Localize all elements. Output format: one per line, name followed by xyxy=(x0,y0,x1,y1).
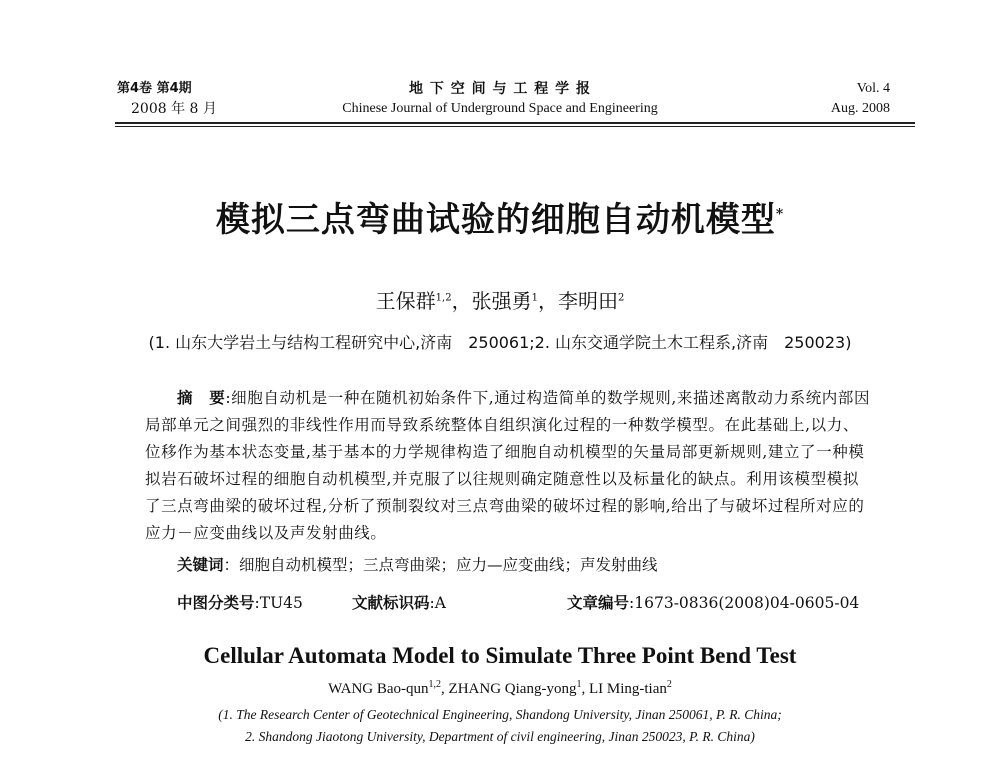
author-separator-en: , xyxy=(441,681,449,697)
volume-en: Vol. 4 xyxy=(856,81,890,96)
authors-en xyxy=(0,679,1000,698)
author-3-affil-mark: 2 xyxy=(617,292,625,304)
doc-code-value: A xyxy=(434,594,446,612)
doc-code-label: 文献标识码 xyxy=(352,594,430,612)
paper-title-cn-text: 模拟三点弯曲试验的细胞自动机模型 xyxy=(215,200,776,240)
author-separator: ， xyxy=(451,289,472,313)
author-1-affil-mark: 1,2 xyxy=(435,292,452,304)
affiliation-cn: (1. 山东大学岩土与结构工程研究中心,济南 250061;2. 山东交通学院土木工程系,济南 250023) xyxy=(148,333,852,352)
author-separator-en: , xyxy=(581,681,589,697)
classification-line: 中图分类号:TU45 文献标识码:A 文章编号:1673-0836(2008)04-0605-04 xyxy=(177,594,860,612)
author-2-en: ZHANG Qiang-yong xyxy=(448,681,577,697)
clc-value: TU45 xyxy=(259,594,303,612)
abstract-cn: 摘 要:细胞自动机是一种在随机初始条件下,通过构造简单的数学规则,来描述离散动力系统内部因局部单元之间强烈的非线性作用而导致系统整体自组织演化过程的一种数学模型。在此基础上,以力、位移作为基本状态变量,基于基本的力学规律构造了细胞自动机模型的矢量局部更新规则,建立了一种模拟岩石破坏过程的细胞自动机模型,并克服了以往规则确定随意性以及标量化的缺点。利用该模型模拟了三点弯曲梁的破坏过程,分析了预制裂纹对三点弯曲梁的破坏过程的影响,给出了与破坏过程所对应的应力－应变曲线以及声发射曲线。 xyxy=(145,389,871,542)
author-1-en: WANG Bao-qun xyxy=(328,681,429,697)
author-2-en-affil-mark: 1 xyxy=(576,679,582,690)
authors-cn xyxy=(0,285,1000,314)
author-3-cn: 李明田 xyxy=(557,289,618,313)
keywords: 关键词：细胞自动机模型；三点弯曲梁；应力—应变曲线；声发射曲线 xyxy=(177,556,658,574)
journal-name-en: Chinese Journal of Underground Space and Engineering xyxy=(342,101,658,116)
issue-date-cn: 2008 年 8 月 xyxy=(131,101,217,117)
abstract-label: 摘 要 xyxy=(177,389,226,407)
affiliation-en-line1: (1. The Research Center of Geotechnical Engineering, Shandong University, Jinan 250061, P. R. China; xyxy=(218,707,782,722)
issue-volume: 第4卷 第4期 xyxy=(117,81,192,96)
header-rule-thick xyxy=(115,122,915,124)
author-3-en: LI Ming-tian xyxy=(588,681,667,697)
author-1-cn: 王保群 xyxy=(375,289,436,313)
issue-date-en: Aug. 2008 xyxy=(830,101,890,116)
author-2-cn: 张强勇 xyxy=(471,289,532,313)
title-footnote-mark: * xyxy=(775,206,785,223)
keywords-label: 关键词 xyxy=(177,556,224,574)
clc-label: 中图分类号 xyxy=(177,594,255,612)
paper-title-cn xyxy=(0,192,1000,241)
author-2-affil-mark: 1 xyxy=(531,292,538,304)
author-separator: ， xyxy=(537,289,558,313)
abstract-text: 细胞自动机是一种在随机初始条件下,通过构造简单的数学规则,来描述离散动力系统内部因局部单元之间强烈的非线性作用而导致系统整体自组织演化过程的一种数学模型。在此基础上,以力、位移作为基本状态变量,基于基本的力学规律构造了细胞自动机模型的矢量局部更新规则,建立了一种模拟岩石破坏过程的细胞自动机模型,并克服了以往规则确定随意性以及标量化的缺点。利用该模型模拟了三点弯曲梁的破坏过程,分析了预制裂纹对三点弯曲梁的破坏过程的影响,给出了与破坏过程所对应的应力－应变曲线以及声发射曲线。 xyxy=(145,389,871,542)
article-no-label: 文章编号 xyxy=(567,594,630,612)
paper-title-en: Cellular Automata Model to Simulate Three Point Bend Test xyxy=(203,643,797,668)
author-3-en-affil-mark: 2 xyxy=(666,679,672,690)
keywords-text: 细胞自动机模型；三点弯曲梁；应力—应变曲线；声发射曲线 xyxy=(239,556,658,574)
article-no-value: 1673-0836(2008)04-0605-04 xyxy=(634,594,860,612)
journal-name-cn: 地 下 空 间 与 工 程 学 报 xyxy=(409,81,591,97)
author-1-en-affil-mark: 1,2 xyxy=(428,679,442,690)
affiliation-en-line2: 2. Shandong Jiaotong University, Department of civil engineering, Jinan 250023, P. R. China) xyxy=(245,729,755,744)
header-rule-thin xyxy=(115,126,915,127)
